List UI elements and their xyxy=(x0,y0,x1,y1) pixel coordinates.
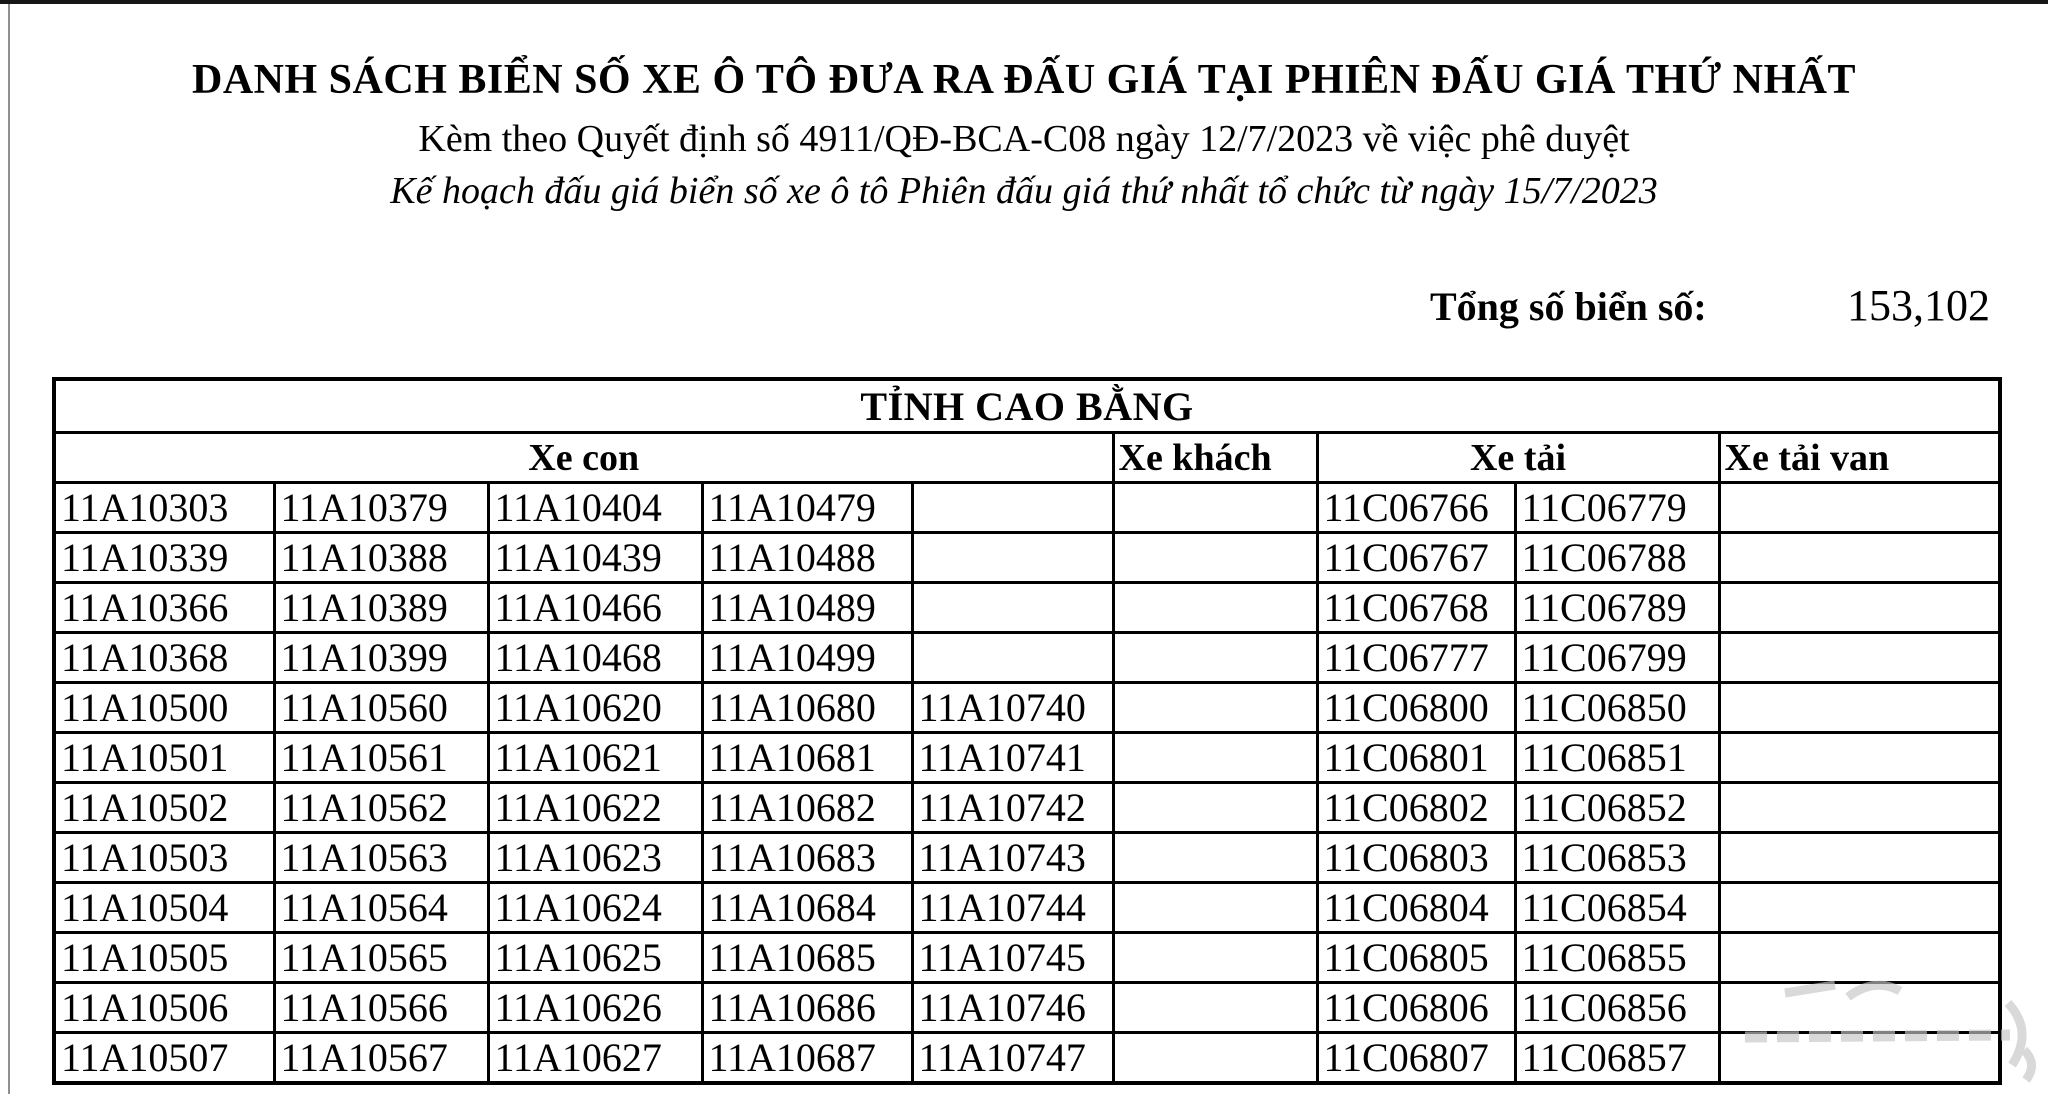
plate-cell: 11A10566 xyxy=(274,983,488,1033)
plate-cell: 11A10479 xyxy=(702,483,912,533)
plate-cell: 11A10503 xyxy=(54,833,274,883)
plate-cell: 11A10389 xyxy=(274,583,488,633)
page-subtitle: Kèm theo Quyết định số 4911/QĐ-BCA-C08 ngày 12/7/2023 về việc phê duyệt xyxy=(418,118,1630,160)
plate-cell: 11C06855 xyxy=(1515,933,1719,983)
plate-cell: 11C06851 xyxy=(1515,733,1719,783)
plate-cell: 11A10681 xyxy=(702,733,912,783)
empty-cell xyxy=(1113,533,1317,583)
plate-cell: 11C06804 xyxy=(1317,883,1515,933)
left-frame-line xyxy=(8,4,10,1094)
plate-cell: 11A10687 xyxy=(702,1033,912,1084)
plate-cell: 11A10684 xyxy=(702,883,912,933)
empty-cell xyxy=(1719,583,2000,633)
plate-cell: 11A10743 xyxy=(912,833,1113,883)
table-row xyxy=(54,633,2000,683)
plate-cell: 11A10562 xyxy=(274,783,488,833)
plate-cell: 11A10744 xyxy=(912,883,1113,933)
province-header-row xyxy=(54,379,2000,433)
category-header-xe-con: Xe con xyxy=(54,433,1113,483)
empty-cell xyxy=(1113,633,1317,683)
table-row xyxy=(54,883,2000,933)
plate-cell: 11C06789 xyxy=(1515,583,1719,633)
plate-cell: 11C06767 xyxy=(1317,533,1515,583)
plate-cell: 11A10366 xyxy=(54,583,274,633)
plate-cell: 11C06766 xyxy=(1317,483,1515,533)
plate-cell: 11A10439 xyxy=(488,533,702,583)
plate-cell: 11A10623 xyxy=(488,833,702,883)
plate-cell: 11A10745 xyxy=(912,933,1113,983)
plate-cell: 11C06802 xyxy=(1317,783,1515,833)
empty-cell xyxy=(1113,983,1317,1033)
plate-cell: 11A10468 xyxy=(488,633,702,683)
plate-cell: 11A10339 xyxy=(54,533,274,583)
empty-cell xyxy=(1719,733,2000,783)
table-row xyxy=(54,983,2000,1033)
plate-cell: 11A10620 xyxy=(488,683,702,733)
page-subtitle-italic: Kế hoạch đấu giá biển số xe ô tô Phiên đấu giá thứ nhất tổ chức từ ngày 15/7/2023 xyxy=(390,170,1658,212)
empty-cell xyxy=(1719,533,2000,583)
plate-cell: 11C06806 xyxy=(1317,983,1515,1033)
empty-cell xyxy=(1113,1033,1317,1084)
plate-cell: 11C06801 xyxy=(1317,733,1515,783)
plate-cell: 11A10567 xyxy=(274,1033,488,1084)
plate-cell: 11A10504 xyxy=(54,883,274,933)
empty-cell xyxy=(1113,933,1317,983)
table-row xyxy=(54,783,2000,833)
plate-cell: 11A10563 xyxy=(274,833,488,883)
plate-cell: 11A10626 xyxy=(488,983,702,1033)
empty-cell xyxy=(1719,633,2000,683)
plate-cell: 11A10686 xyxy=(702,983,912,1033)
plate-cell: 11A10683 xyxy=(702,833,912,883)
plate-cell: 11A10489 xyxy=(702,583,912,633)
total-label: Tổng số biển số: xyxy=(1430,284,1707,329)
plate-cell: 11A10502 xyxy=(54,783,274,833)
plate-cell: 11A10560 xyxy=(274,683,488,733)
plate-cell: 11C06854 xyxy=(1515,883,1719,933)
plate-cell: 11A10621 xyxy=(488,733,702,783)
table-row xyxy=(54,733,2000,783)
plate-cell: 11C06850 xyxy=(1515,683,1719,733)
province-header: TỈNH CAO BẰNG xyxy=(54,379,2000,433)
empty-cell xyxy=(912,533,1113,583)
plate-cell: 11A10404 xyxy=(488,483,702,533)
empty-cell xyxy=(1113,483,1317,533)
plate-cell: 11A10505 xyxy=(54,933,274,983)
plate-cell: 11A10388 xyxy=(274,533,488,583)
total-value: 153,102 xyxy=(1847,281,1990,330)
table-row xyxy=(54,933,2000,983)
plate-cell: 11A10680 xyxy=(702,683,912,733)
plate-cell: 11A10685 xyxy=(702,933,912,983)
plate-cell: 11C06788 xyxy=(1515,533,1719,583)
plate-cell: 11A10625 xyxy=(488,933,702,983)
plate-cell: 11A10741 xyxy=(912,733,1113,783)
plate-cell: 11A10501 xyxy=(54,733,274,783)
plate-cell: 11C06799 xyxy=(1515,633,1719,683)
plate-table-body xyxy=(54,483,2000,1084)
plate-cell: 11A10622 xyxy=(488,783,702,833)
empty-cell xyxy=(1719,833,2000,883)
plate-cell: 11A10564 xyxy=(274,883,488,933)
plate-cell: 11A10561 xyxy=(274,733,488,783)
page-title: DANH SÁCH BIỂN SỐ XE Ô TÔ ĐƯA RA ĐẤU GIÁ TẠI PHIÊN ĐẤU GIÁ THỨ NHẤT xyxy=(192,57,1856,103)
plate-cell: 11A10488 xyxy=(702,533,912,583)
empty-cell xyxy=(1719,483,2000,533)
empty-cell xyxy=(1113,683,1317,733)
table-row xyxy=(54,533,2000,583)
empty-cell xyxy=(1719,883,2000,933)
plate-cell: 11C06853 xyxy=(1515,833,1719,883)
plate-cell: 11C06805 xyxy=(1317,933,1515,983)
empty-cell xyxy=(1719,933,2000,983)
plate-cell: 11C06807 xyxy=(1317,1033,1515,1084)
plate-cell: 11A10399 xyxy=(274,633,488,683)
plate-cell: 11A10499 xyxy=(702,633,912,683)
empty-cell xyxy=(912,483,1113,533)
table-row xyxy=(54,583,2000,633)
empty-cell xyxy=(912,583,1113,633)
empty-cell xyxy=(1113,733,1317,783)
empty-cell xyxy=(1113,833,1317,883)
category-header-xe-tai: Xe tải xyxy=(1317,433,1719,483)
plate-cell: 11C06779 xyxy=(1515,483,1719,533)
plate-cell: 11A10740 xyxy=(912,683,1113,733)
plate-table xyxy=(52,377,2002,1085)
plate-cell: 11A10500 xyxy=(54,683,274,733)
plate-cell: 11C06768 xyxy=(1317,583,1515,633)
top-frame-line xyxy=(0,0,2048,4)
plate-cell: 11A10624 xyxy=(488,883,702,933)
plate-cell: 11A10303 xyxy=(54,483,274,533)
plate-cell: 11A10627 xyxy=(488,1033,702,1084)
plate-cell: 11A10742 xyxy=(912,783,1113,833)
category-header-xe-khach: Xe khách xyxy=(1113,433,1317,483)
plate-cell: 11A10746 xyxy=(912,983,1113,1033)
empty-cell xyxy=(1113,783,1317,833)
category-header-row xyxy=(54,433,2000,483)
plate-cell: 11A10379 xyxy=(274,483,488,533)
empty-cell xyxy=(1719,683,2000,733)
plate-cell: 11A10466 xyxy=(488,583,702,633)
table-row xyxy=(54,483,2000,533)
plate-cell: 11A10507 xyxy=(54,1033,274,1084)
plate-cell: 11A10506 xyxy=(54,983,274,1033)
table-row xyxy=(54,833,2000,883)
plate-cell: 11C06857 xyxy=(1515,1033,1719,1084)
plate-cell: 11C06856 xyxy=(1515,983,1719,1033)
table-row xyxy=(54,683,2000,733)
empty-cell xyxy=(1719,783,2000,833)
total-row xyxy=(1430,280,1990,331)
empty-cell xyxy=(1113,583,1317,633)
plate-cell: 11A10747 xyxy=(912,1033,1113,1084)
plate-cell: 11A10368 xyxy=(54,633,274,683)
plate-cell: 11C06800 xyxy=(1317,683,1515,733)
category-header-xe-tai-van: Xe tải van xyxy=(1719,433,2000,483)
table-row xyxy=(54,1033,2000,1084)
plate-cell: 11A10565 xyxy=(274,933,488,983)
empty-cell xyxy=(1719,1033,2000,1084)
empty-cell xyxy=(1719,983,2000,1033)
empty-cell xyxy=(912,633,1113,683)
empty-cell xyxy=(1113,883,1317,933)
plate-cell: 11C06852 xyxy=(1515,783,1719,833)
plate-cell: 11C06803 xyxy=(1317,833,1515,883)
plate-cell: 11A10682 xyxy=(702,783,912,833)
plate-cell: 11C06777 xyxy=(1317,633,1515,683)
